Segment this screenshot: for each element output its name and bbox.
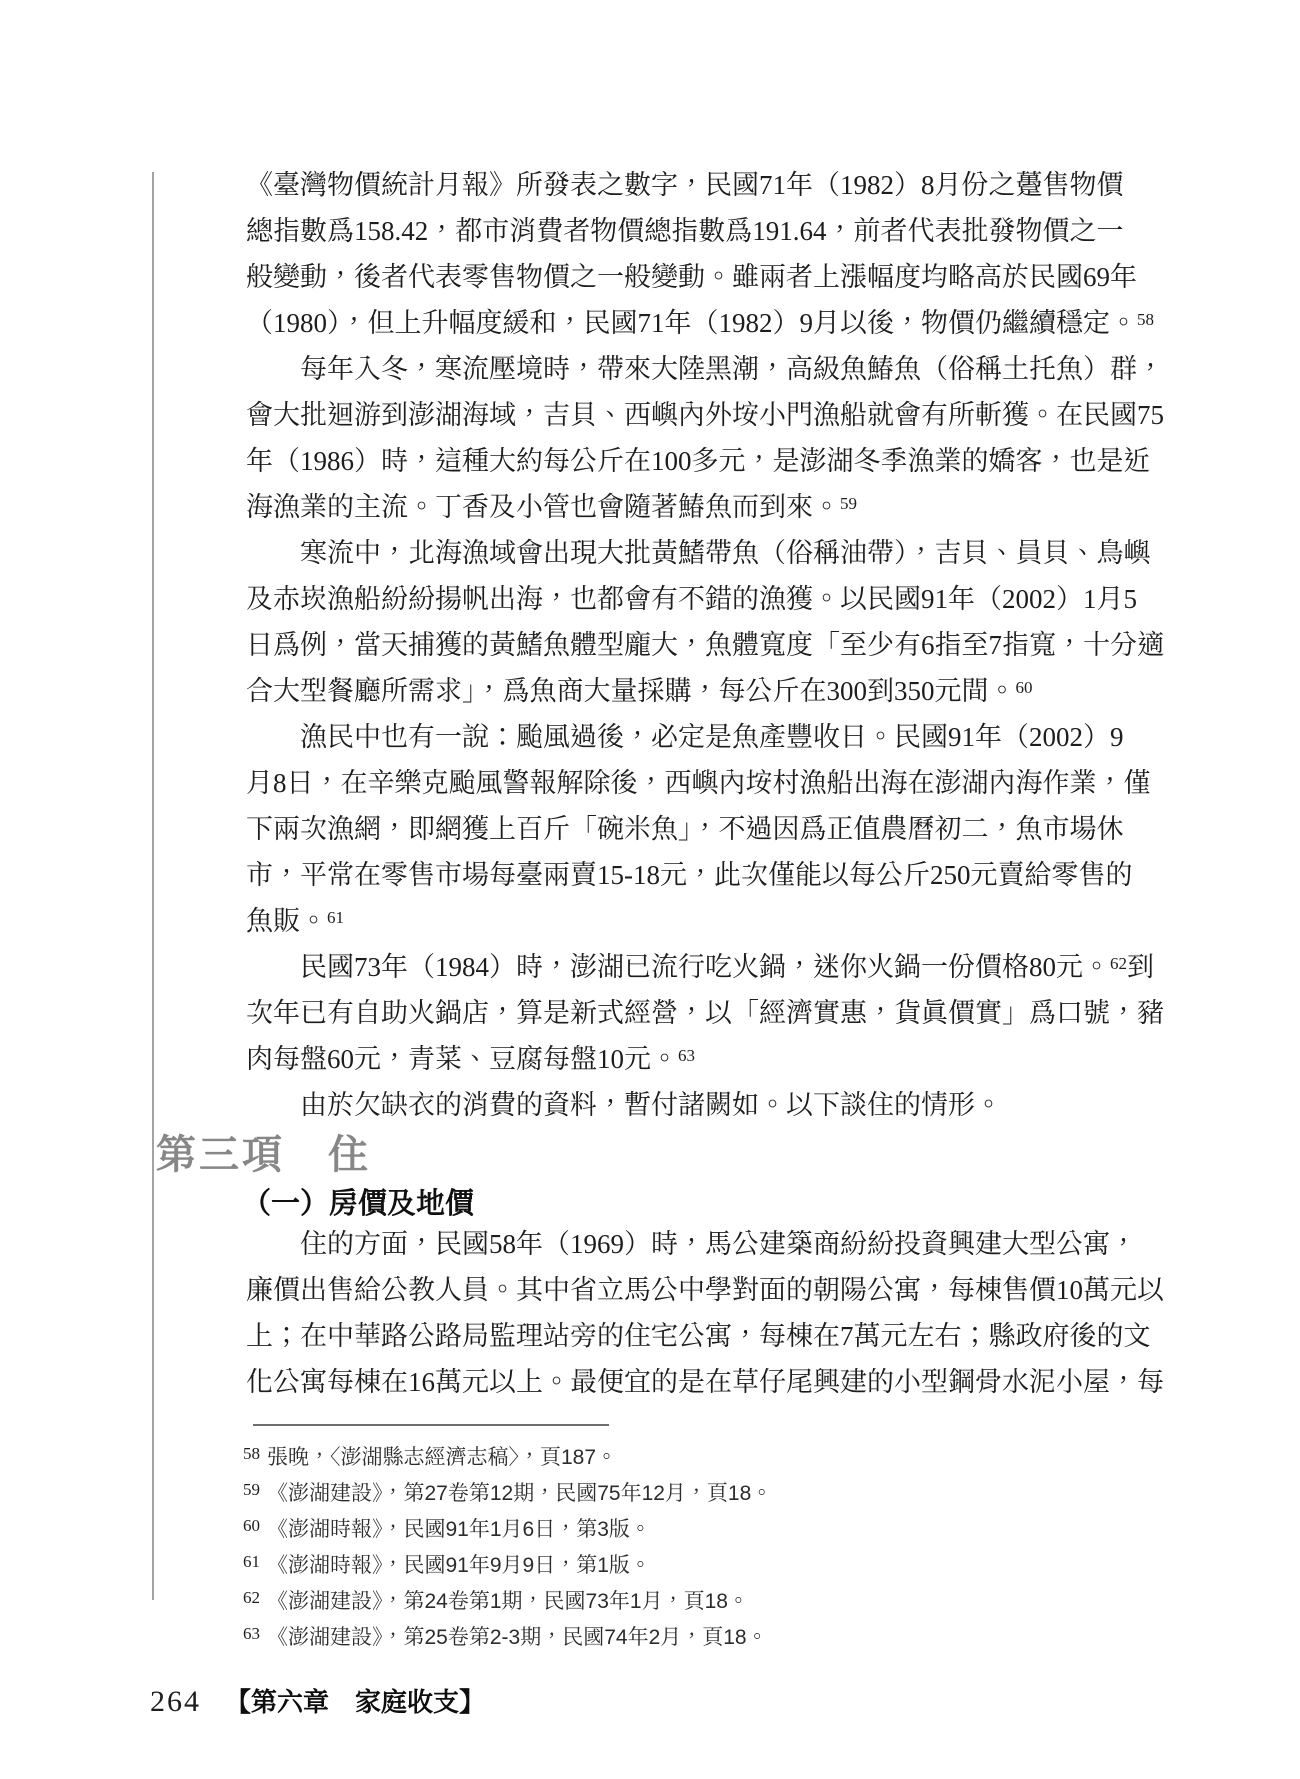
footnote-number: 58 [243,1444,260,1463]
body-line [246,530,1151,576]
line-text: 次年已有自助火鍋店，算是新式經營，以「經濟實惠，貨眞價實」爲口號，豬 [246,998,1164,1028]
footnote-text: 《澎湖時報》，民國91年1月6日，第3版。 [267,1518,651,1541]
footnote-text: 《澎湖時報》，民國91年9月9日，第1版。 [267,1554,651,1577]
body-line [246,438,1151,484]
section-heading: 第三項 住 [156,1133,371,1177]
line-text: 會大批迴游到澎湖海域，吉貝、西嶼內外垵小門漁船就會有所斬獲。在民國75 [246,400,1164,430]
footnote-text: 《澎湖建設》，第27卷第12期，民國75年12月，頁18。 [267,1482,773,1505]
line-text: 化公寓每棟在16萬元以上。最便宜的是在草仔尾興建的小型鋼骨水泥小屋，每 [246,1367,1164,1397]
footnotes [243,1436,772,1652]
line-text: 漁民中也有一說：颱風過後，必定是魚產豐收日。民國91年（2002）9 [300,722,1124,752]
body-line [246,346,1164,392]
body-line [246,806,1136,852]
body-line [246,162,1136,208]
body-line [246,300,1154,346]
body-line [246,254,1136,300]
footnote [243,1436,772,1472]
body-line [246,852,1136,898]
footnote-ref: 62 [1110,954,1127,973]
line-text: 每年入冬，寒流壓境時，帶來大陸黑潮，高級魚鰆魚（俗稱土托魚）群， [300,354,1164,384]
footnote-text: 張晚，〈澎湖縣志經濟志稿〉，頁187。 [267,1446,618,1469]
footnote-number: 63 [243,1624,260,1643]
body-line [246,760,1151,806]
footnote-text: 《澎湖建設》，第25卷第2-3期，民國74年2月，頁18。 [267,1626,768,1649]
line-text: 肉每盤60元，青菜、豆腐每盤10元。 [246,1044,678,1074]
line-text: 寒流中，北海漁域會出現大批黃鰭帶魚（俗稱油帶），吉貝、員貝、鳥嶼 [300,538,1151,568]
line-text: 住的方面，民國58年（1969）時，馬公建築商紛紛投資興建大型公寓， [300,1229,1137,1259]
line-text: 下兩次漁網，即網獲上百斤「碗米魚」，不過因爲正值農曆初二，魚市場休 [246,814,1124,844]
line-text: 市，平常在零售市場每臺兩賣15-18元，此次僅能以每公斤250元賣給零售的 [246,860,1133,890]
line-text: 由於欠缺衣的消費的資料，暫付諸闕如。以下談住的情形。 [300,1090,1002,1120]
footnote-ref: 63 [678,1046,695,1065]
line-text: 總指數爲158.42，都市消費者物價總指數爲191.64，前者代表批發物價之一 [246,216,1124,246]
subsection-heading: （一）房價及地價 [242,1188,475,1220]
body-line [246,576,1136,622]
body-line [246,1036,1136,1082]
footnote-number: 60 [243,1516,260,1535]
line-text: 廉價出售給公教人員。其中省立馬公中學對面的朝陽公寓，每棟售價10萬元以 [246,1275,1164,1305]
line-text: 魚販。 [246,906,327,936]
chapter-title: 【第六章 家庭收支】 [225,1688,486,1717]
footnote [243,1544,772,1580]
footnote-number: 61 [243,1552,260,1571]
footnote [243,1616,772,1652]
line-text: 上；在中華路公路局監理站旁的住宅公寓，每棟在7萬元左右；縣政府後的文 [246,1321,1151,1351]
body-line [246,1359,1164,1405]
footnote-ref: 60 [1015,678,1033,697]
line-text: 日爲例，當天捕獲的黃鰭魚體型龐大，魚體寬度「至少有6指至7指寬，十分適 [246,630,1164,660]
body-line [246,208,1136,254]
body-line [246,1221,1136,1267]
page-number: 264 [150,1685,201,1718]
line-text: 般變動，後者代表零售物價之一般變動。雖兩者上漲幅度均略高於民國69年 [246,262,1137,292]
body-line [246,944,1154,990]
footnote-number: 62 [243,1588,260,1607]
footnote-ref: 58 [1137,310,1154,329]
housing-paragraph [246,1221,1164,1405]
body-line [246,1267,1164,1313]
body-line [246,1313,1151,1359]
footnote [243,1580,772,1616]
body-line [246,392,1164,438]
line-text: 合大型餐廳所需求」，爲魚商大量採購，每公斤在300到350元間。 [246,676,1016,706]
line-text: 年（1986）時，這種大約每公斤在100多元，是澎湖冬季漁業的嬌客，也是近 [246,446,1151,476]
body-line [246,898,1136,944]
footnote-number: 59 [243,1480,260,1499]
body-text [246,162,1164,1128]
body-line [246,484,1136,530]
body-line [246,668,1136,714]
body-line [246,622,1164,668]
footnote [243,1472,772,1508]
body-line [246,990,1164,1036]
body-line [246,1082,1136,1128]
body-line [246,714,1136,760]
footnote-text: 《澎湖建設》，第24卷第1期，民國73年1月，頁18。 [267,1590,749,1613]
line-text: 海漁業的主流。丁香及小管也會隨著鰆魚而到來。 [246,492,840,522]
page-footer [150,1684,485,1725]
footnote-ref: 59 [840,494,857,513]
footnote-ref: 61 [327,908,344,927]
left-margin-rule [152,172,154,1600]
line-text-after-ref: 到 [1127,952,1154,982]
footnote [243,1508,772,1544]
line-text: 月8日，在辛樂克颱風警報解除後，西嶼內垵村漁船出海在澎湖內海作業，僅 [246,768,1151,798]
line-text: 及赤崁漁船紛紛揚帆出海，也都會有不錯的漁獲。以民國91年（2002）1月5 [246,584,1137,614]
line-text: 《臺灣物價統計月報》所發表之數字，民國71年（1982）8月份之躉售物價 [246,170,1124,200]
footnote-separator [253,1424,609,1426]
line-text: 民國73年（1984）時，澎湖已流行吃火鍋，迷你火鍋一份價格80元。 [300,952,1110,982]
line-text: （1980），但上升幅度緩和，民國71年（1982）9月以後，物價仍繼續穩定。 [246,308,1137,338]
